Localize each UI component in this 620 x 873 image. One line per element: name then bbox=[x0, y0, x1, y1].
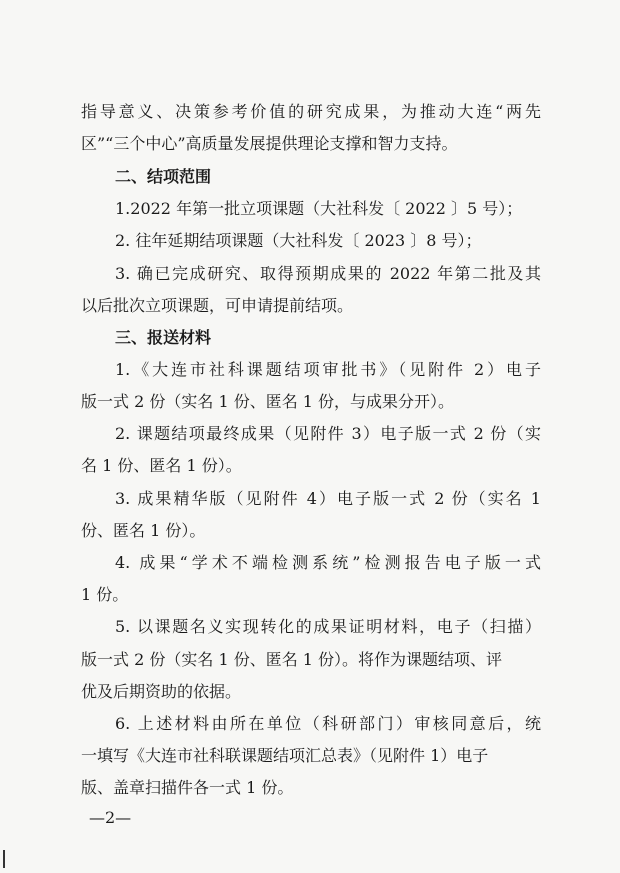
paragraph-line: 版一式 2 份（实名 1 份、匿名 1 份）。将作为课题结项、评 bbox=[81, 650, 503, 669]
paragraph-line: 区”“三个中心”高质量发展提供理论支撑和智力支持。 bbox=[81, 134, 458, 153]
paragraph-line: 2. 课题结项最终成果（见附件 3）电子版一式 2 份（实 bbox=[115, 424, 541, 443]
paragraph-line: 版、盖章扫描件各一式 1 份。 bbox=[81, 778, 294, 797]
paragraph-line: 优及后期资助的依据。 bbox=[81, 682, 242, 701]
paragraph-line: 份、匿名 1 份）。 bbox=[81, 521, 206, 540]
paragraph-line: 4. 成果“学术不端检测系统”检测报告电子版一式 bbox=[115, 553, 541, 572]
paragraph-line: 一填写《大连市社科联课题结项汇总表》（见附件 1）电子 bbox=[81, 746, 489, 765]
paragraph-line: 2. 往年延期结项课题（大社科发〔 2023 〕8 号）； bbox=[115, 231, 482, 250]
paragraph-line: 名 1 份、匿名 1 份）。 bbox=[81, 456, 242, 475]
paragraph-line: 1.2022 年第一批立项课题（大社科发〔 2022 〕5 号）； bbox=[115, 199, 523, 218]
paragraph-line: 3. 确已完成研究、取得预期成果的 2022 年第二批及其 bbox=[115, 264, 541, 283]
scan-edge-mark bbox=[3, 850, 5, 868]
paragraph-line: 1.《大连市社科课题结项审批书》（见附件 2）电子 bbox=[115, 360, 541, 379]
paragraph-line: 1 份。 bbox=[81, 585, 129, 604]
paragraph-line: 以后批次立项课题，可申请提前结项。 bbox=[81, 296, 354, 315]
paragraph-line: 版一式 2 份（实名 1 份、匿名 1 份，与成果分开）。 bbox=[81, 392, 455, 411]
paragraph-line: 指导意义、决策参考价值的研究成果，为推动大连“两先 bbox=[81, 102, 541, 121]
section-heading: 三、报送材料 bbox=[115, 328, 212, 347]
page-number: —2— bbox=[89, 808, 132, 827]
paragraph-line: 3. 成果精华版（见附件 4）电子版一式 2 份（实名 1 bbox=[115, 489, 541, 508]
paragraph-line: 6. 上述材料由所在单位（科研部门）审核同意后，统 bbox=[115, 714, 541, 733]
section-heading: 二、结项范围 bbox=[115, 167, 212, 186]
paragraph-line: 5. 以课题名义实现转化的成果证明材料，电子（扫描） bbox=[115, 617, 541, 636]
